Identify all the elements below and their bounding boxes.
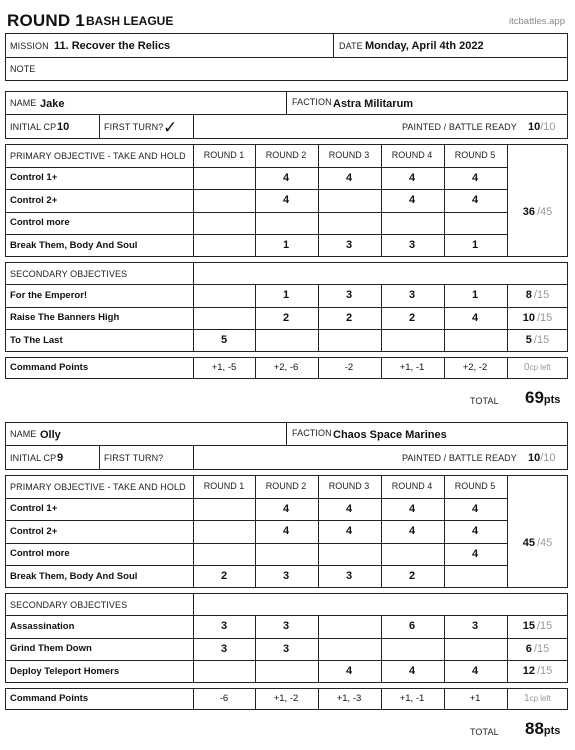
divider	[193, 445, 194, 470]
initial-cp-label: INITIAL CP	[10, 122, 57, 132]
divider	[193, 114, 194, 139]
round-header: ROUND 1	[203, 481, 245, 492]
total-label: TOTAL	[470, 396, 499, 406]
painted-max: /10	[540, 121, 556, 133]
painted-label: PAINTED / BATTLE READY	[402, 453, 517, 463]
score-cell: 4	[282, 502, 290, 515]
secondary-total-value: 12	[522, 665, 535, 678]
round-header: ROUND 5	[454, 481, 496, 492]
primary-total	[507, 167, 568, 257]
player-name: Olly	[40, 429, 61, 441]
cp-cell: +1, -5	[211, 362, 237, 374]
score-cell: 4	[471, 502, 479, 515]
painted-value: 10	[528, 452, 541, 464]
secondary-row-label: To The Last	[10, 334, 63, 346]
score-cell: 4	[471, 171, 479, 184]
total-score	[525, 719, 560, 739]
score-cell: 2	[408, 311, 416, 324]
secondary-total	[507, 329, 568, 352]
league-name: BASH LEAGUE	[86, 14, 174, 28]
divider	[286, 422, 287, 446]
secondary-row-label: Grind Them Down	[10, 643, 92, 655]
mission-label: MISSION	[10, 41, 49, 51]
round-header: ROUND 3	[328, 481, 370, 492]
score-cell: 2	[282, 311, 290, 324]
secondary-header: SECONDARY OBJECTIVES	[10, 268, 128, 279]
score-cell: 6	[408, 620, 416, 633]
score-cell	[381, 543, 443, 566]
secondary-total-value: 5	[525, 334, 532, 347]
painted-score	[528, 121, 556, 133]
score-cell: 3	[282, 620, 290, 633]
score-cell	[193, 212, 255, 235]
score-cell: 2	[345, 311, 353, 324]
cp-cell: -6	[219, 693, 229, 705]
round-header: ROUND 1	[203, 150, 245, 161]
score-cell	[318, 543, 380, 566]
primary-row-label: Control 2+	[10, 194, 58, 206]
primary-row-label: Control 2+	[10, 525, 58, 537]
round-header: ROUND 4	[391, 481, 433, 492]
round-header: ROUND 4	[391, 150, 433, 161]
date-label: DATE	[339, 41, 363, 51]
player-faction: Astra Militarum	[333, 98, 414, 110]
score-cell	[444, 212, 506, 235]
cp-left-label: cp left	[529, 363, 551, 373]
secondary-total	[507, 615, 568, 638]
score-cell: 4	[408, 194, 416, 207]
secondary-total	[507, 638, 568, 661]
total-pts: pts	[543, 394, 561, 406]
score-cell: 3	[471, 620, 479, 633]
score-cell: 1	[282, 239, 290, 252]
note-label: NOTE	[10, 64, 36, 74]
primary-total-value: 45	[522, 536, 535, 549]
score-cell	[318, 189, 380, 212]
secondary-total-max: /15	[533, 289, 550, 302]
score-cell	[193, 498, 255, 521]
secondary-row-label: Raise The Banners High	[10, 312, 120, 324]
secondary-total-max: /15	[533, 334, 550, 347]
score-cell: 1	[471, 239, 479, 252]
primary-total	[507, 498, 568, 588]
total-score	[525, 388, 560, 408]
score-cell: 3	[220, 642, 228, 655]
cp-cell: +1, -1	[399, 693, 425, 705]
score-cell	[255, 660, 317, 683]
score-cell: 4	[408, 525, 416, 538]
cp-cell: +2, -2	[462, 362, 488, 374]
cp-left-value: 0	[524, 362, 530, 374]
cp-cell: -2	[344, 362, 354, 374]
score-cell	[193, 284, 255, 307]
initial-cp-value: 9	[57, 452, 64, 464]
player-name: Jake	[40, 98, 65, 110]
score-cell: 4	[345, 502, 353, 515]
cp-cell: +1	[469, 693, 481, 705]
divider	[333, 33, 334, 58]
score-cell: 4	[345, 665, 353, 678]
score-cell	[444, 329, 506, 352]
mission-value: 11. Recover the Relics	[54, 40, 171, 52]
score-cell	[444, 565, 506, 588]
score-cell	[193, 167, 255, 190]
round-title: ROUND 1	[7, 11, 85, 30]
score-cell	[255, 212, 317, 235]
secondary-header: SECONDARY OBJECTIVES	[10, 599, 128, 610]
score-cell: 4	[471, 525, 479, 538]
primary-header: PRIMARY OBJECTIVE - TAKE AND HOLD	[10, 151, 186, 161]
command-points-label: Command Points	[10, 362, 89, 374]
score-cell: 4	[408, 665, 416, 678]
secondary-row-label: For the Emperor!	[10, 289, 88, 301]
secondary-total	[507, 307, 568, 330]
cp-cell: +1, -2	[273, 693, 299, 705]
score-cell: 4	[282, 171, 290, 184]
score-cell	[193, 520, 255, 543]
score-cell: 3	[220, 620, 228, 633]
cp-cell: +1, -3	[336, 693, 362, 705]
primary-row-label: Break Them, Body And Soul	[10, 570, 138, 582]
cp-left-label: cp left	[529, 694, 551, 704]
score-cell: 4	[471, 194, 479, 207]
score-cell	[193, 234, 255, 257]
score-cell: 2	[220, 570, 228, 583]
total-value: 88	[525, 719, 544, 738]
score-cell: 1	[471, 289, 479, 302]
first-turn-check-icon: ✓	[163, 118, 178, 137]
score-cell	[193, 660, 255, 683]
score-cell	[381, 212, 443, 235]
faction-label: FACTION	[292, 97, 332, 107]
score-cell: 3	[345, 289, 353, 302]
secondary-total-max: /15	[533, 642, 550, 655]
round-header: ROUND 2	[265, 150, 307, 161]
score-cell	[255, 543, 317, 566]
secondary-total-value: 6	[525, 642, 532, 655]
primary-row-label: Control 1+	[10, 172, 58, 184]
primary-total-value: 36	[522, 205, 535, 218]
score-cell: 4	[408, 171, 416, 184]
score-cell: 4	[282, 525, 290, 538]
name-label: NAME	[10, 429, 37, 439]
secondary-total-max: /15	[536, 665, 553, 678]
divider	[286, 91, 287, 115]
secondary-total	[507, 284, 568, 307]
total-label: TOTAL	[470, 727, 499, 737]
cp-left	[507, 688, 568, 711]
primary-row-label: Control more	[10, 217, 70, 229]
score-cell: 3	[408, 289, 416, 302]
date-value: Monday, April 4th 2022	[365, 40, 484, 52]
faction-label: FACTION	[292, 428, 332, 438]
score-cell: 3	[408, 239, 416, 252]
initial-cp-value: 10	[57, 121, 70, 133]
score-cell: 4	[282, 194, 290, 207]
secondary-row-label: Assassination	[10, 620, 75, 632]
secondary-total-value: 15	[522, 620, 535, 633]
score-cell: 4	[471, 311, 479, 324]
cp-left	[507, 357, 568, 380]
round-header: ROUND 3	[328, 150, 370, 161]
initial-cp-label: INITIAL CP	[10, 453, 57, 463]
player-faction: Chaos Space Marines	[333, 429, 447, 441]
score-cell: 4	[345, 171, 353, 184]
primary-total-max: /45	[536, 536, 553, 549]
score-cell: 4	[471, 547, 479, 560]
primary-row-label: Control 1+	[10, 503, 58, 515]
score-cell	[444, 638, 506, 661]
score-cell	[193, 189, 255, 212]
primary-total-max: /45	[536, 205, 553, 218]
round-header: ROUND 2	[265, 481, 307, 492]
primary-row-label: Break Them, Body And Soul	[10, 239, 138, 251]
painted-max: /10	[540, 452, 556, 464]
score-cell: 1	[282, 289, 290, 302]
divider	[99, 445, 100, 470]
score-cell	[381, 329, 443, 352]
painted-label: PAINTED / BATTLE READY	[402, 122, 517, 132]
painted-value: 10	[528, 121, 541, 133]
secondary-total-max: /15	[536, 311, 553, 324]
score-cell: 3	[282, 570, 290, 583]
total-pts: pts	[543, 725, 561, 737]
score-cell: 4	[345, 525, 353, 538]
secondary-total	[507, 660, 568, 683]
divider	[5, 57, 568, 58]
secondary-total-value: 8	[525, 289, 532, 302]
primary-header: PRIMARY OBJECTIVE - TAKE AND HOLD	[10, 482, 186, 492]
total-value: 69	[525, 388, 544, 407]
first-turn-label: FIRST TURN?	[104, 122, 164, 132]
score-cell: 4	[471, 665, 479, 678]
cp-left-value: 1	[524, 693, 530, 705]
painted-score	[528, 452, 556, 464]
score-cell	[193, 307, 255, 330]
score-cell	[381, 638, 443, 661]
score-cell	[318, 329, 380, 352]
cp-cell: +1, -1	[399, 362, 425, 374]
score-cell: 3	[345, 570, 353, 583]
secondary-total-value: 10	[522, 311, 535, 324]
cp-cell: +2, -6	[273, 362, 299, 374]
site-name: itcbattles.app	[509, 16, 565, 27]
primary-row-label: Control more	[10, 548, 70, 560]
score-cell	[318, 615, 380, 638]
name-label: NAME	[10, 98, 37, 108]
score-cell: 3	[345, 239, 353, 252]
score-cell	[255, 329, 317, 352]
secondary-total-max: /15	[536, 620, 553, 633]
score-cell	[318, 212, 380, 235]
score-cell	[193, 543, 255, 566]
divider	[99, 114, 100, 139]
score-cell: 4	[408, 502, 416, 515]
secondary-row-label: Deploy Teleport Homers	[10, 665, 120, 677]
score-cell: 2	[408, 570, 416, 583]
score-cell: 3	[282, 642, 290, 655]
first-turn-label: FIRST TURN?	[104, 453, 164, 463]
round-header: ROUND 5	[454, 150, 496, 161]
score-cell: 5	[220, 334, 228, 347]
score-cell	[318, 638, 380, 661]
command-points-label: Command Points	[10, 693, 89, 705]
